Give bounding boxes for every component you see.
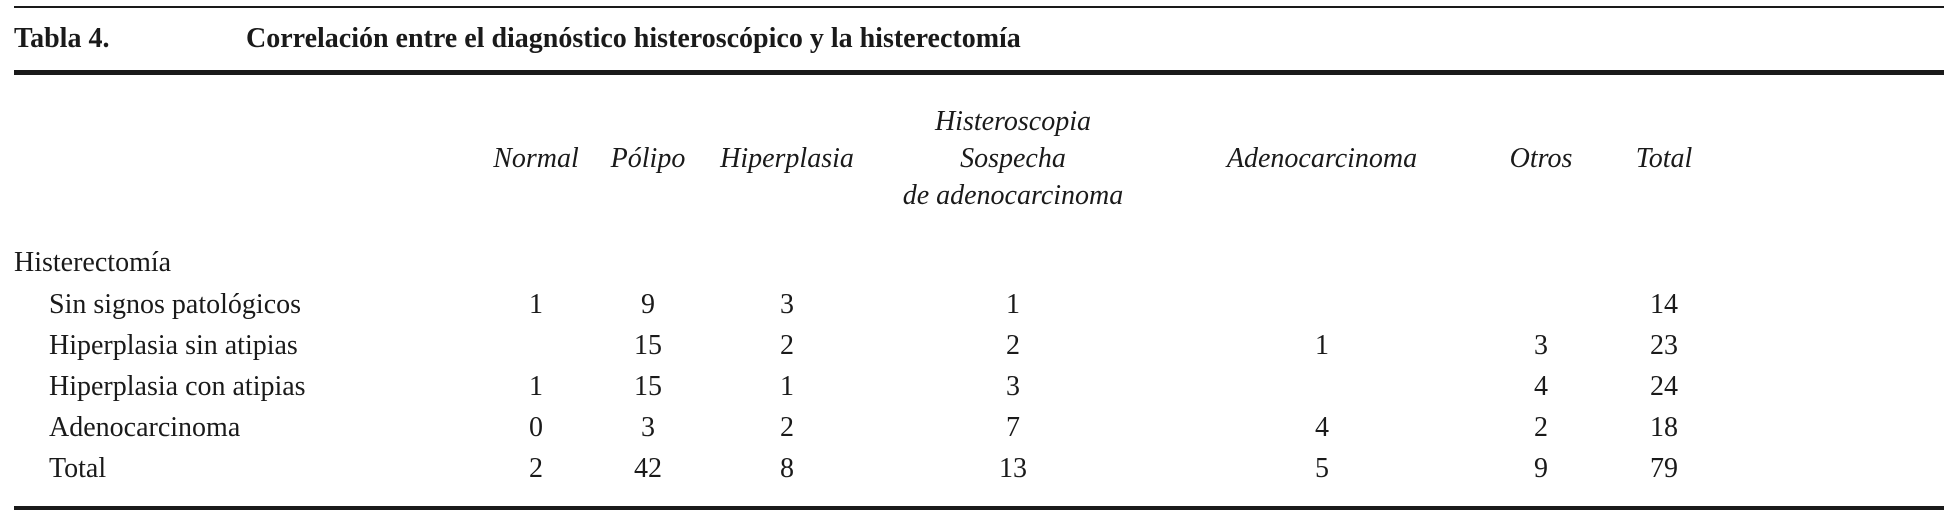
- cell-spacer: [1734, 284, 1944, 325]
- cell-hiperplasia: 8: [780, 452, 794, 484]
- cell-hiperplasia: 3: [780, 288, 794, 320]
- row-label: Adenocarcinoma: [49, 411, 241, 443]
- cell-polipo: 9: [641, 288, 655, 320]
- correlation-table: [14, 75, 1944, 489]
- col-header-sospecha-line: Sospecha: [960, 142, 1066, 174]
- table-row: [14, 366, 1944, 407]
- col-header-hiperplasia: Hiperplasia: [720, 142, 854, 174]
- cell-normal: 2: [529, 452, 543, 484]
- cell-total: 18: [1650, 411, 1678, 443]
- header-row: [14, 75, 1944, 241]
- table-row: [14, 284, 1944, 325]
- cell-otros: 9: [1534, 452, 1548, 484]
- col-header-adenocarcinoma-line: de adenocarcinoma: [902, 179, 1124, 211]
- col-header-total: Total: [1635, 142, 1693, 174]
- cell-polipo: 15: [634, 329, 662, 361]
- cell-hiperplasia: 1: [780, 370, 794, 402]
- col-header-polipo: Pólipo: [610, 142, 686, 174]
- header-corner: [14, 75, 480, 241]
- cell-normal: 1: [529, 288, 543, 320]
- cell-adenocarcinoma: [1156, 366, 1488, 407]
- cell-polipo: 42: [634, 452, 662, 484]
- cell-otros: 2: [1534, 411, 1548, 443]
- table-row: [14, 407, 1944, 448]
- cell-sospecha: 7: [1006, 411, 1020, 443]
- cell-otros: [1488, 284, 1594, 325]
- cell-spacer: [1734, 325, 1944, 366]
- cell-hiperplasia: 2: [780, 329, 794, 361]
- col-header-histeroscopia: Histeroscopia: [934, 105, 1092, 137]
- cell-normal: 1: [529, 370, 543, 402]
- table-row-total: [14, 448, 1944, 489]
- cell-total: 79: [1650, 452, 1678, 484]
- col-header-sospecha: [870, 75, 1156, 241]
- cell-otros: 3: [1534, 329, 1548, 361]
- cell-normal: [480, 325, 592, 366]
- cell-hiperplasia: 2: [780, 411, 794, 443]
- cell-sospecha: 3: [1006, 370, 1020, 402]
- bottom-rule: [14, 506, 1944, 510]
- cell-sospecha: 2: [1006, 329, 1020, 361]
- cell-spacer: [1734, 407, 1944, 448]
- header-spacer: [1734, 75, 1944, 241]
- cell-adenocarcinoma: 5: [1315, 452, 1329, 484]
- group-label: Histerectomía: [14, 246, 172, 278]
- row-label: Hiperplasia con atipias: [49, 370, 306, 402]
- cell-total: 14: [1650, 288, 1678, 320]
- cell-sospecha: 13: [999, 452, 1027, 484]
- cell-adenocarcinoma: 1: [1315, 329, 1329, 361]
- row-label: Hiperplasia sin atipias: [49, 329, 298, 361]
- col-header-normal: Normal: [493, 142, 579, 174]
- cell-sospecha: 1: [1006, 288, 1020, 320]
- cell-normal: 0: [529, 411, 543, 443]
- col-header-otros: Otros: [1509, 142, 1573, 174]
- group-row: [14, 241, 1944, 284]
- cell-adenocarcinoma: 4: [1315, 411, 1329, 443]
- row-label: Sin signos patológicos: [49, 288, 302, 320]
- col-header-adenocarcinoma: Adenocarcinoma: [1226, 142, 1418, 174]
- cell-polipo: 3: [641, 411, 655, 443]
- row-label: Total: [49, 452, 107, 484]
- table-caption: [14, 8, 1944, 70]
- cell-polipo: 15: [634, 370, 662, 402]
- cell-spacer: [1734, 448, 1944, 489]
- cell-total: 24: [1650, 370, 1678, 402]
- caption-label: Tabla 4.: [14, 23, 110, 54]
- cell-adenocarcinoma: [1156, 284, 1488, 325]
- cell-total: 23: [1650, 329, 1678, 361]
- cell-spacer: [1734, 366, 1944, 407]
- table-row: [14, 325, 1944, 366]
- caption-title: Correlación entre el diagnóstico histeroscópico y la histerectomía: [246, 23, 1021, 54]
- cell-otros: 4: [1534, 370, 1548, 402]
- table-figure: [14, 6, 1944, 489]
